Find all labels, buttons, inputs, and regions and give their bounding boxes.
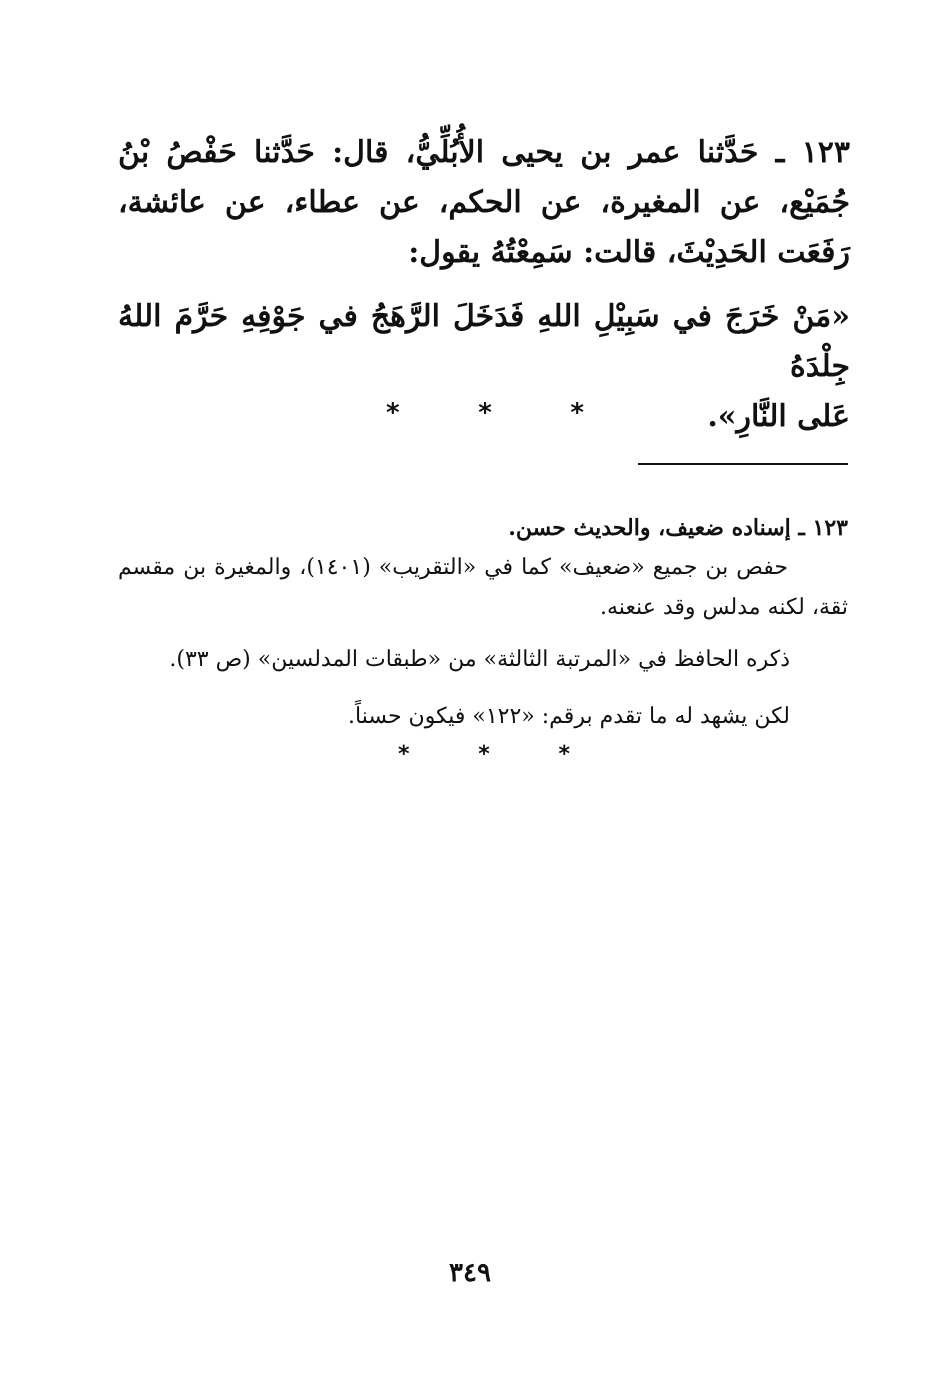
footnote-line: حفص بن جميع «ضعيف» كما في «التقريب» (١٤٠١)، والمغيرة بن مقسم [118,555,788,580]
separator-star: * [478,398,492,428]
hadith-text-line-1: «مَنْ خَرَجَ في سَبِيْلِ اللهِ فَدَخَلَ الرَّهَجُ في جَوْفِهِ حَرَّمَ اللهُ جِلْدَهُ [118,299,850,384]
footnote-paragraph-3: لكن يشهد له ما تقدم برقم: «١٢٢» فيكون حسناً. [348,704,790,729]
footnote-separator [398,742,570,767]
hadith-chain-paragraph: ١٢٣ ـ حَدَّثنا عمر بن يحيى الأُبُلِّيُّ، قال: حَدَّثنا حَفْصُ بْنُ جُمَيْع، عن المغيرة، عن الحكم، عن عطاء، عن عائشة، رَفَعَت الحَدِيْثَ، قالت: سَمِعْتُهُ يقول: [118,135,850,270]
footnote-divider [638,463,848,465]
footnote-paragraph-1 [118,548,848,628]
separator-star: * [478,742,490,767]
hadith-text-line-2: عَلى النَّارِ». [707,399,850,434]
separator-star: * [398,742,410,767]
footnote-heading: ١٢٣ ـ إسناده ضعيف، والحديث حسن. [508,515,848,541]
separator-star: * [558,742,570,767]
footnote-line: ثقة، لكنه مدلس وقد عنعنه. [600,595,848,620]
footnote-paragraph-2: ذكره الحافظ في «المرتبة الثالثة» من «طبقات المدلسين» (ص ٣٣). [169,647,790,672]
separator-star: * [386,398,400,428]
section-separator [386,398,584,428]
separator-star: * [570,398,584,428]
page-number: ٣٤٩ [449,1258,491,1288]
